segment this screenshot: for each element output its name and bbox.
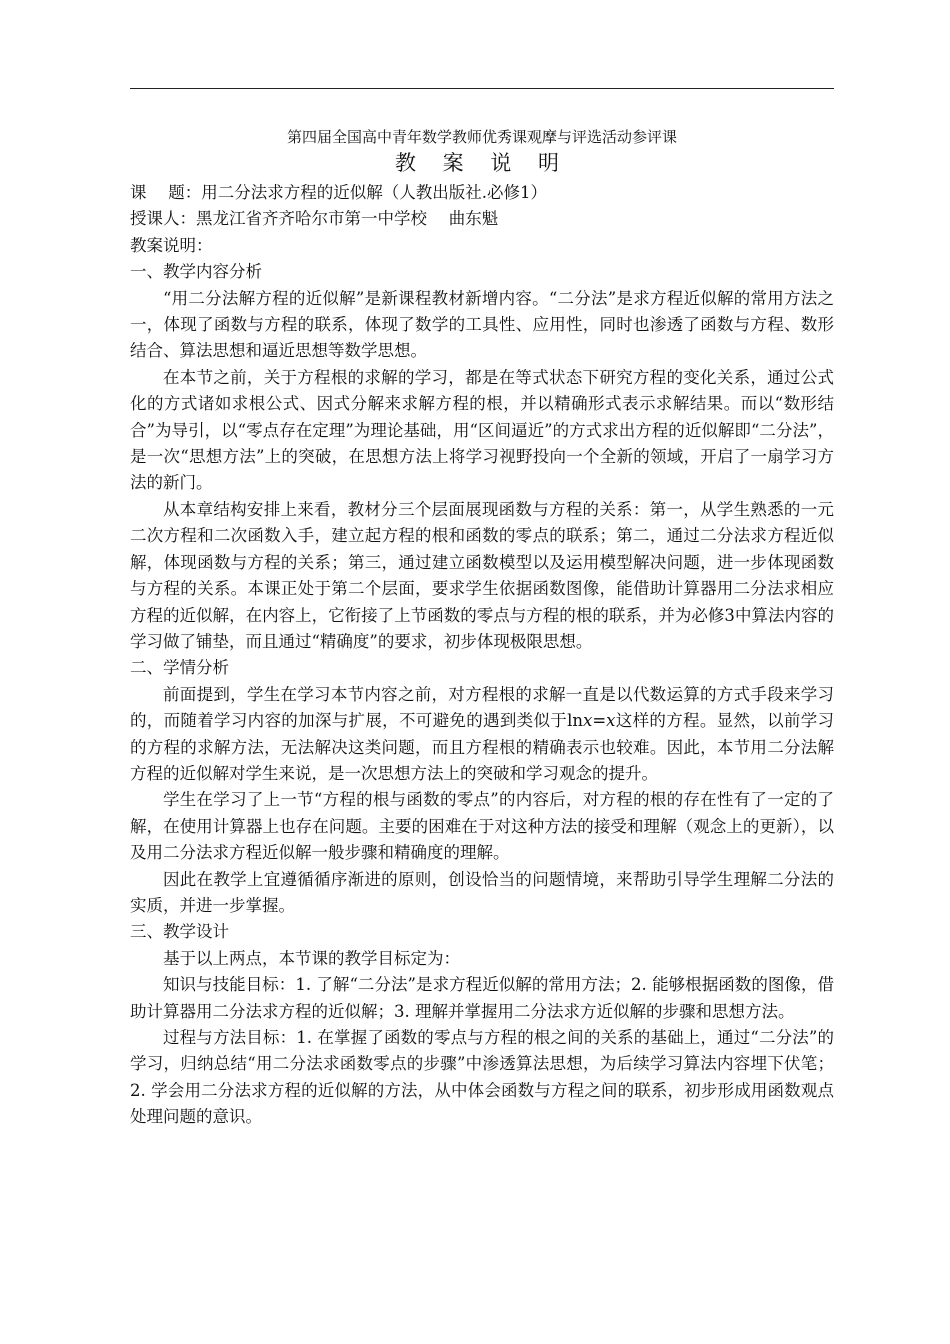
equation-equals: =	[592, 711, 607, 731]
event-subtitle: 第四届全国高中青年数学教师优秀课观摩与评选活动参评课	[286, 128, 677, 146]
paragraph: “用二分法解方程的近似解”是新课程教材新增内容。“二分法”是求方程近似解的常用方法之一，体现了函数与方程的联系，体现了数学的工具性、应用性，同时也渗透了函数与方程、数形结合、算法思想和逼近思想等数学思想。	[130, 288, 834, 361]
paragraph: 从本章结构安排上来看，教材分三个层面展现函数与方程的关系：第一，从学生熟悉的一元二次方程和二次函数入手，建立起方程的根和函数的零点的联系；第二，通过二分法求方程近似解，体现函数与方程的关系；第三，通过建立函数模型以及运用模型解决问题，进一步体现函数与方程的关系。本课正处于第二个层面，要求学生依据函数图像，能借助计算器用二分法求相应方程的近似解，在内容上，它衔接了上节函数的零点与方程的根的联系，并为必修3中算法内容的学习做了铺垫，而且通过“精确度”的要求，初步体现极限思想。	[130, 499, 834, 651]
paragraph: 学生在学习了上一节“方程的根与函数的零点”的内容后，对方程的根的存在性有了一定的了解，在使用计算器上也存在问题。主要的困难在于对这种方法的接受和理解（观念上的更新），以及用二分法求方程近似解一般步骤和精确度的理解。	[130, 790, 834, 863]
document-title: 教 案 说 明	[394, 151, 570, 175]
section-heading-teaching-design: 三、教学设计	[130, 922, 229, 942]
course-line: 课 题：用二分法求方程的近似解（人教出版社.必修1）	[130, 183, 547, 202]
paragraph-with-equation	[130, 682, 834, 788]
paragraph: 在本节之前，关于方程根的求解的学习，都是在等式状态下研究方程的变化关系，通过公式化的方式诸如求根公式、因式分解来求解方程的根，并以精确形式表示求解结果。而以“数形结合”为导引，以“零点存在定理”为理论基础，用“区间逼近”的方式求出方程的近似解即“二分法”，是一次“思想方法”上的突破，在思想方法上将学习视野投向一个全新的领域，开启了一扇学习方法的新门。	[130, 367, 834, 493]
paragraph-text: 前面提到，学生在学习本节内容之前，对方程根的求解一直是以代数运算的方式手段来学习的，而随着学习内容的加深与扩展，不可避免的遇到类似于	[130, 684, 834, 731]
paragraph: 过程与方法目标：1. 在掌握了函数的零点与方程的根之间的关系的基础上，通过“二分法”的学习，归纳总结“用二分法求函数零点的步骤”中渗透算法思想，为后续学习算法内容埋下伏笔；2. 学会用二分法求方程的近似解的方法，从中体会函数与方程之间的联系，初步形成用函数观点处理问题的意识。	[130, 1028, 834, 1127]
equation-ln: ln	[567, 711, 583, 731]
paragraph: 基于以上两点，本节课的教学目标定为：	[163, 948, 460, 968]
paragraph-text: 这样的方程。显然，以前学习的方程的求解方法，无法解决这类问题，而且方程根的精确表示也较难。因此，本节用二分法解方程的近似解对学生来说，是一次思想方法上的突破和学习观念的提升。	[130, 711, 835, 783]
teacher-line: 授课人：黑龙江省齐齐哈尔市第一中学校 曲东魁	[130, 209, 499, 229]
section-heading-content-analysis: 一、教学内容分析	[130, 262, 262, 282]
document-body	[130, 126, 834, 1131]
paragraph: 知识与技能目标：1. 了解“二分法”是求方程近似解的常用方法；2. 能够根据函数的图像，借助计算器用二分法求方程的近似解；3. 理解并掌握用二分法求方近似解的步骤和思想方法。	[130, 975, 834, 1021]
equation-variable: x	[583, 711, 593, 731]
section-heading-student-analysis: 二、学情分析	[130, 658, 229, 678]
equation-variable: x	[606, 711, 616, 731]
header-rule	[130, 88, 834, 89]
paragraph: 因此在教学上宜遵循循序渐进的原则，创设恰当的问题情境，来帮助引导学生理解二分法的实质，并进一步掌握。	[130, 869, 834, 915]
note-label: 教案说明：	[130, 235, 213, 255]
